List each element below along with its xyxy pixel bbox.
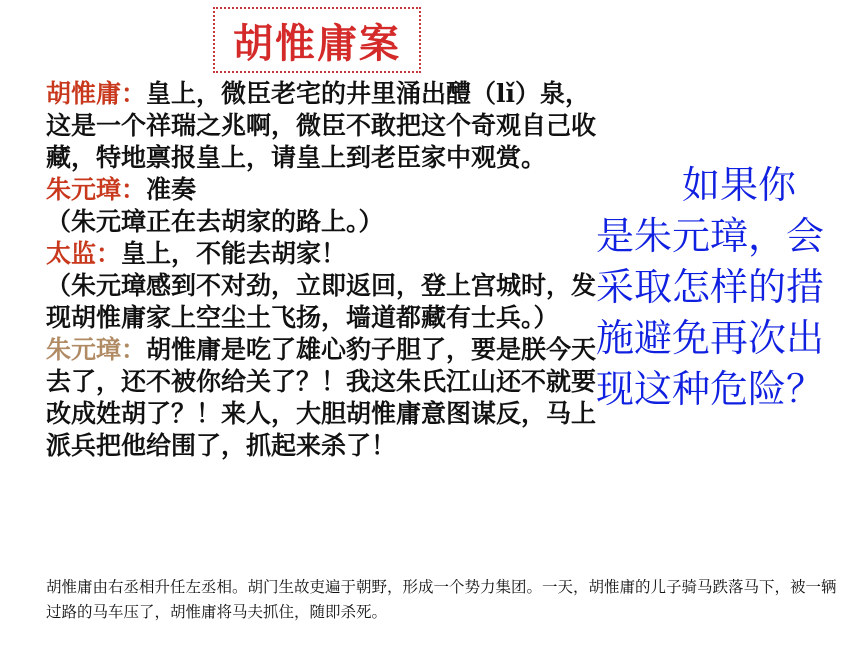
dialogue-line-zhu-2 <box>46 334 606 462</box>
speaker-eunuch: 太监： <box>46 239 122 268</box>
dialogue-text-hu: 皇上，微臣老宅的井里涌出醴（lǐ）泉，这是一个祥瑞之兆啊，微臣不敢把这个奇观自己收藏，特地禀报皇上，请皇上到老臣家中观赏。 <box>46 79 597 172</box>
narration-text-2: （朱元璋感到不对劲，立即返回，登上宫城时，发现胡惟庸家上空尘土飞扬，墙道都藏有士兵。） <box>46 271 597 332</box>
speaker-hu: 胡惟庸： <box>46 79 147 108</box>
slide-title: 胡惟庸案 <box>233 20 401 67</box>
dialogue-text-eunuch: 皇上，不能去胡家！ <box>121 239 347 268</box>
narration-line-2 <box>46 270 606 334</box>
dialogue-line-eunuch <box>46 238 606 270</box>
dialogue-block <box>46 78 606 462</box>
background-note: 胡惟庸由右丞相升任左丞相。胡门生故吏遍于朝野，形成一个势力集团。一天，胡惟庸的儿子骑马跌落马下，被一辆过路的马车压了，胡惟庸将马夫抓住，随即杀死。 <box>46 578 837 621</box>
narration-line-1 <box>46 206 606 238</box>
speaker-zhu-1: 朱元璋： <box>46 175 147 204</box>
speaker-zhu-2: 朱元璋： <box>46 335 147 364</box>
title-box <box>213 7 421 73</box>
dialogue-text-zhu-1: 准奏 <box>146 175 197 204</box>
narration-text-1: （朱元璋正在去胡家的路上。） <box>46 207 384 236</box>
dialogue-line-hu <box>46 78 606 174</box>
dialogue-line-zhu-1 <box>46 174 606 206</box>
dialogue-text-zhu-2: 胡惟庸是吃了雄心豹子胆了，要是朕今天去了，还不被你给关了？！我这朱氏江山还不就要改成姓胡了？！来人，大胆胡惟庸意图谋反，马上派兵把他给围了，抓起来杀了！ <box>46 335 597 460</box>
discussion-question <box>596 160 826 415</box>
question-text: 如果你是朱元璋，会采取怎样的措施避免再次出现这种危险？ <box>596 163 825 411</box>
